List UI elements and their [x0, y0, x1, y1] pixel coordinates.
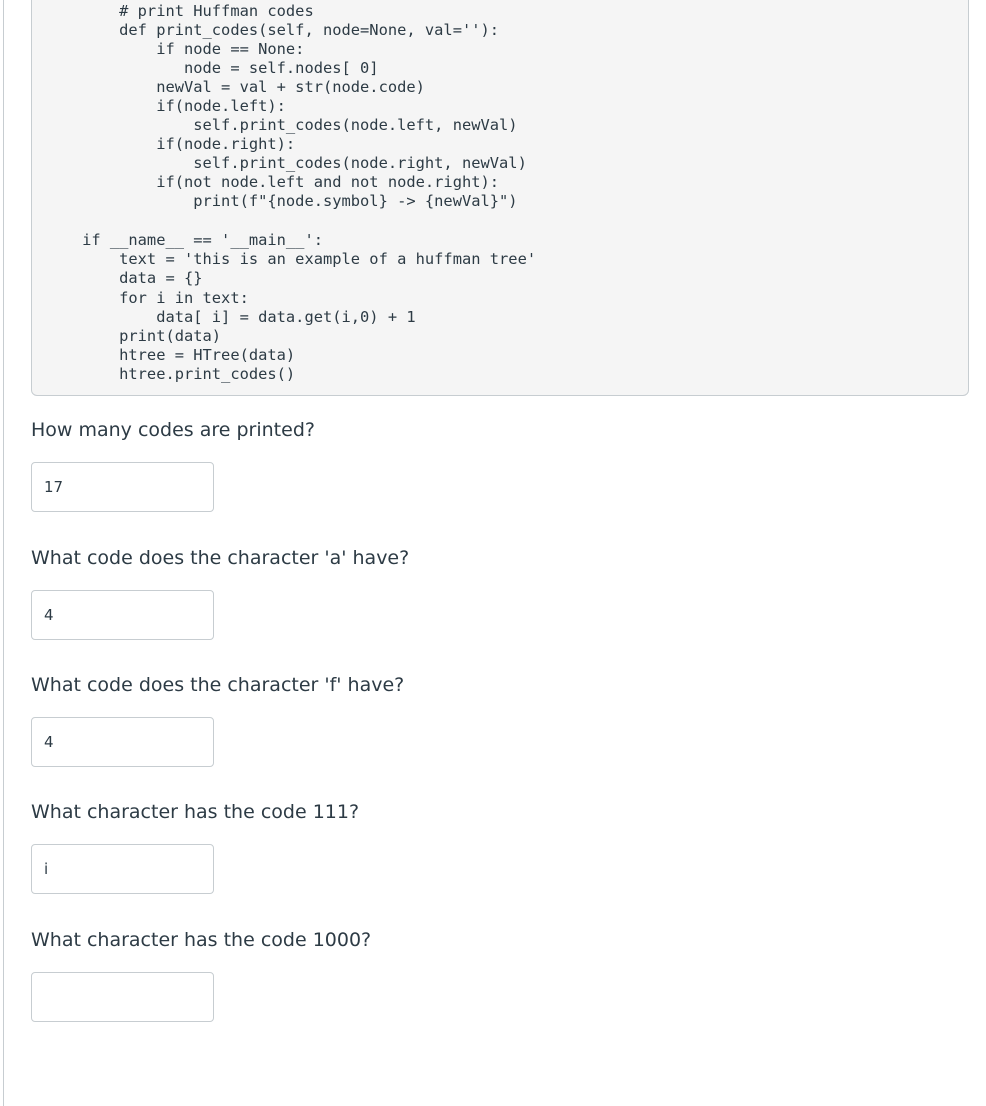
code-line: if(node.right): [45, 135, 296, 153]
code-block [31, 0, 969, 396]
code-line: if(not node.left and not node.right): [45, 173, 500, 191]
question-text: What character has the code 111? [31, 801, 360, 823]
code-line: self.print_codes(node.right, newVal) [45, 154, 527, 172]
answer-input[interactable] [31, 717, 214, 767]
page-left-border [3, 0, 4, 1106]
code-line: text = 'this is an example of a huffman tree' [45, 250, 537, 268]
code-line: htree = HTree(data) [45, 346, 296, 364]
code-line: for i in text: [45, 289, 249, 307]
code-line: if(node.left): [45, 97, 286, 115]
answer-value: 4 [44, 606, 54, 624]
code-line: data[ i] = data.get(i,0) + 1 [45, 308, 416, 326]
code-line: print(data) [45, 327, 222, 345]
code-line: def print_codes(self, node=None, val=''): [45, 21, 500, 39]
answer-input[interactable] [31, 590, 214, 640]
code-line: node = self.nodes[ 0] [45, 59, 379, 77]
answer-input[interactable] [31, 462, 214, 512]
question-text: What code does the character 'a' have? [31, 547, 410, 569]
code-line: # print Huffman codes [45, 2, 314, 20]
answer-value: 4 [44, 733, 54, 751]
answer-input[interactable] [31, 844, 214, 894]
answer-input[interactable] [31, 972, 214, 1022]
answer-value: 17 [44, 478, 64, 496]
question-text: What character has the code 1000? [31, 929, 372, 951]
code-line: if node == None: [45, 40, 305, 58]
question-text: What code does the character 'f' have? [31, 674, 405, 696]
code-line: if __name__ == '__main__': [45, 231, 323, 249]
code-line: data = {} [45, 269, 203, 287]
question-text: How many codes are printed? [31, 419, 315, 441]
code-line: self.print_codes(node.left, newVal) [45, 116, 518, 134]
code-line: newVal = val + str(node.code) [45, 78, 425, 96]
code-line: htree.print_codes() [45, 365, 296, 383]
answer-value: i [44, 860, 49, 878]
code-line: print(f"{node.symbol} -> {newVal}") [45, 192, 518, 210]
